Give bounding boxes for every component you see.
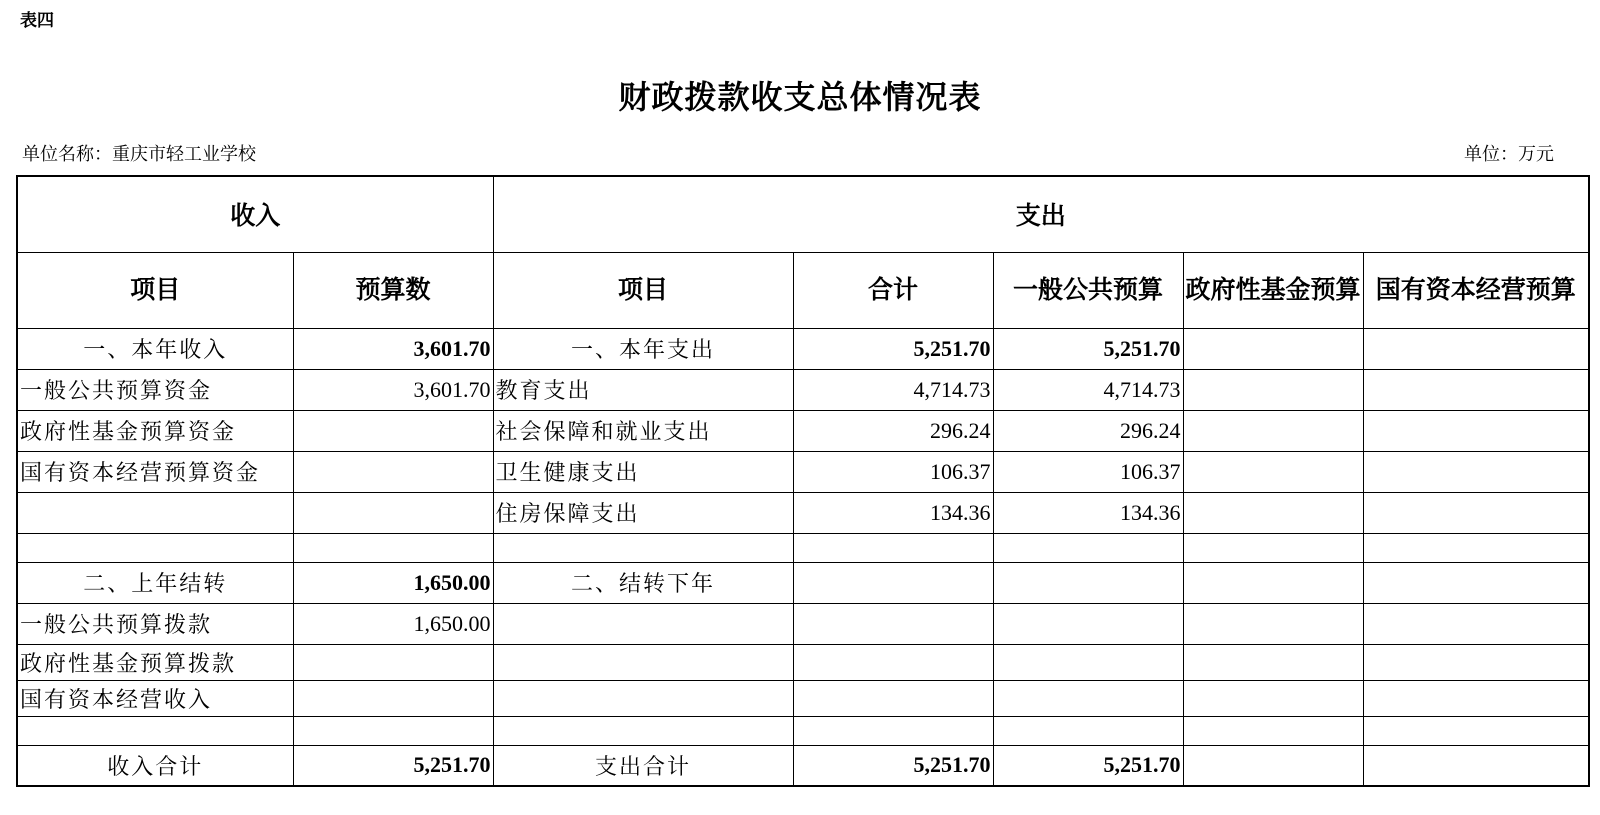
exp-item: 教育支出 [493, 369, 793, 410]
income-item: 政府性基金预算资金 [17, 410, 293, 451]
exp-general: 296.24 [993, 410, 1183, 451]
exp-general: 5,251.70 [993, 328, 1183, 369]
header-income-item: 项目 [17, 252, 293, 328]
total-row [17, 745, 1589, 786]
exp-item: 一、本年支出 [493, 328, 793, 369]
header-row-sub [17, 252, 1589, 328]
exp-state [1363, 745, 1589, 786]
unit-label: 单位：万元 [1464, 144, 1554, 165]
exp-state [1363, 328, 1589, 369]
table-row-empty [17, 716, 1589, 745]
exp-total: 106.37 [793, 451, 993, 492]
exp-item [493, 603, 793, 644]
income-budget [293, 644, 493, 680]
income-total-value: 5,251.70 [293, 745, 493, 786]
exp-general: 4,714.73 [993, 369, 1183, 410]
income-budget [293, 492, 493, 533]
exp-fund [1183, 328, 1363, 369]
exp-state [1363, 562, 1589, 603]
exp-total [793, 603, 993, 644]
exp-fund [1183, 745, 1363, 786]
header-exp-total: 合计 [793, 252, 993, 328]
finance-table [16, 175, 1590, 787]
exp-total [793, 562, 993, 603]
income-budget [293, 410, 493, 451]
exp-state [1363, 603, 1589, 644]
income-item: 一般公共预算资金 [17, 369, 293, 410]
exp-general [993, 603, 1183, 644]
exp-state [1363, 369, 1589, 410]
exp-item [493, 680, 793, 716]
header-income-budget: 预算数 [293, 252, 493, 328]
income-item: 二、上年结转 [17, 562, 293, 603]
exp-state [1363, 644, 1589, 680]
table-row [17, 492, 1589, 533]
exp-item [493, 644, 793, 680]
header-exp-state: 国有资本经营预算 [1363, 252, 1589, 328]
exp-fund [1183, 492, 1363, 533]
exp-item: 二、结转下年 [493, 562, 793, 603]
exp-total [793, 680, 993, 716]
exp-total: 296.24 [793, 410, 993, 451]
table-row [17, 369, 1589, 410]
exp-item: 社会保障和就业支出 [493, 410, 793, 451]
header-income: 收入 [17, 176, 493, 252]
exp-fund [1183, 369, 1363, 410]
header-expenditure: 支出 [493, 176, 1589, 252]
exp-fund [1183, 644, 1363, 680]
income-item [17, 492, 293, 533]
exp-general: 106.37 [993, 451, 1183, 492]
header-row-main [17, 176, 1589, 252]
income-item: 国有资本经营收入 [17, 680, 293, 716]
income-item: 一、本年收入 [17, 328, 293, 369]
exp-general: 134.36 [993, 492, 1183, 533]
exp-total: 5,251.70 [793, 328, 993, 369]
header-exp-fund: 政府性基金预算 [1183, 252, 1363, 328]
exp-general-total-value: 5,251.70 [993, 745, 1183, 786]
exp-item: 卫生健康支出 [493, 451, 793, 492]
header-exp-item: 项目 [493, 252, 793, 328]
table-row [17, 680, 1589, 716]
table-row [17, 328, 1589, 369]
exp-item: 住房保障支出 [493, 492, 793, 533]
table-row [17, 562, 1589, 603]
income-item: 国有资本经营预算资金 [17, 451, 293, 492]
exp-general [993, 644, 1183, 680]
table-row [17, 410, 1589, 451]
income-budget: 1,650.00 [293, 603, 493, 644]
exp-state [1363, 680, 1589, 716]
exp-general [993, 680, 1183, 716]
exp-state [1363, 492, 1589, 533]
table-row [17, 603, 1589, 644]
exp-total [793, 644, 993, 680]
income-item: 政府性基金预算拨款 [17, 644, 293, 680]
exp-total-value: 5,251.70 [793, 745, 993, 786]
exp-fund [1183, 603, 1363, 644]
exp-general [993, 562, 1183, 603]
exp-fund [1183, 562, 1363, 603]
exp-total: 4,714.73 [793, 369, 993, 410]
income-budget [293, 680, 493, 716]
table-number: 表四 [20, 11, 54, 31]
income-budget: 3,601.70 [293, 328, 493, 369]
exp-fund [1183, 680, 1363, 716]
header-exp-general: 一般公共预算 [993, 252, 1183, 328]
exp-total-label: 支出合计 [493, 745, 793, 786]
income-item: 一般公共预算拨款 [17, 603, 293, 644]
report-title: 财政拨款收支总体情况表 [618, 78, 982, 116]
table-row [17, 644, 1589, 680]
exp-total: 134.36 [793, 492, 993, 533]
income-budget: 3,601.70 [293, 369, 493, 410]
income-budget: 1,650.00 [293, 562, 493, 603]
table-row [17, 451, 1589, 492]
exp-state [1363, 451, 1589, 492]
exp-state [1363, 410, 1589, 451]
table-row-empty [17, 533, 1589, 562]
income-budget [293, 451, 493, 492]
exp-fund [1183, 410, 1363, 451]
income-total-label: 收入合计 [17, 745, 293, 786]
exp-fund [1183, 451, 1363, 492]
unit-name: 单位名称：重庆市轻工业学校 [22, 144, 256, 165]
